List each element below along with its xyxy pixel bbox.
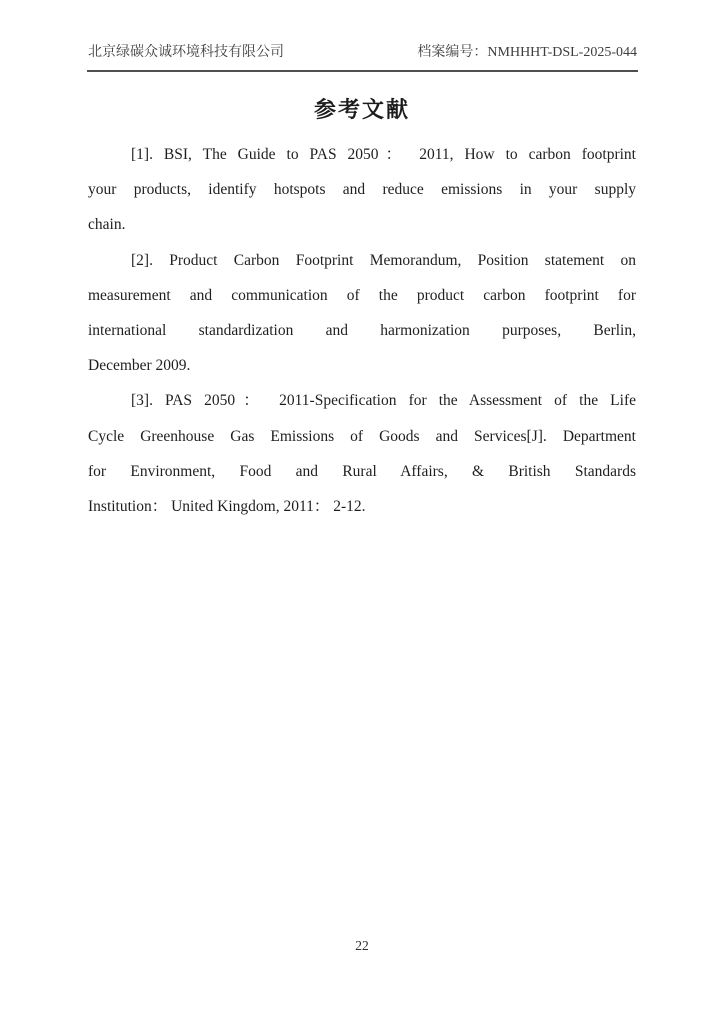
reference-line: international standardization and harmonization purposes, Berlin, [88,322,636,340]
reference-line: December 2009. [88,357,191,375]
reference-line: chain. [88,216,126,234]
page-header [88,44,637,62]
reference-line: your products, identify hotspots and reduce emissions in your supply [88,181,636,199]
reference-line: [1]. BSI, The Guide to PAS 2050： 2011, How to carbon footprint [131,146,636,163]
reference-line: measurement and communication of the product carbon footprint for [88,286,636,304]
page-number: 22 [355,938,369,953]
reference-line: for Environment, Food and Rural Affairs, & British Standards [88,462,636,480]
reference-line: Institution： United Kingdom, 2011： 2-12. [88,498,366,516]
reference-line: [2]. Product Carbon Footprint Memorandum, Position statement on [131,251,636,269]
doc-number-value: NMHHHT-DSL-2025-044 [487,45,637,60]
page-title: 参考文献 [313,97,410,122]
doc-number [417,44,637,62]
reference-item [88,243,636,384]
header-divider [87,70,638,72]
company-name: 北京绿碳众诚环境科技有限公司 [88,45,284,60]
reference-item [88,383,636,524]
doc-number-label: 档案编号： [417,45,488,60]
reference-line: Cycle Greenhouse Gas Emissions of Goods and Services[J]. Department [88,427,636,445]
reference-item [88,137,636,243]
references-section [88,137,636,524]
reference-line: [3]. PAS 2050： 2011-Specification for the Assessment of the Life [131,392,636,410]
